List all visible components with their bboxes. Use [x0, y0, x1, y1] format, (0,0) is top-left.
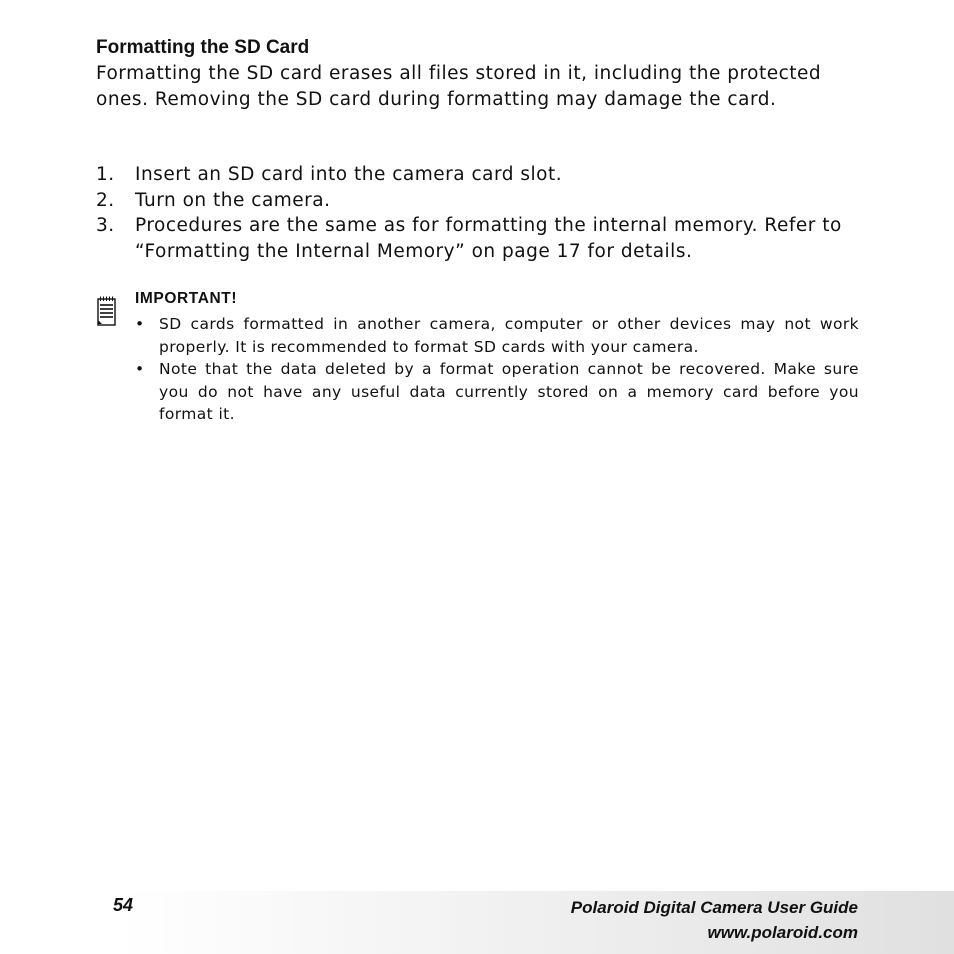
step-text: Turn on the camera. — [135, 189, 331, 211]
step-item — [96, 162, 876, 188]
page-number: 54 — [113, 895, 134, 915]
bullet-dot: • — [135, 315, 145, 333]
footer-url: www.polaroid.com — [707, 923, 858, 942]
section-intro: Formatting the SD card erases all files stored in it, including the protected ones. Removing the SD card during formatting may damage the card. — [96, 63, 822, 110]
step-item — [96, 213, 876, 264]
bullet-item — [135, 358, 859, 426]
step-item — [96, 188, 876, 214]
steps-list — [96, 162, 876, 264]
notepad-icon — [97, 296, 117, 326]
step-text: Procedures are the same as for formatting the internal memory. Refer to “Formatting the Internal Memory” on page 17 for details. — [135, 215, 842, 262]
step-number: 1. — [96, 164, 115, 185]
important-bullets — [135, 313, 859, 426]
important-title: IMPORTANT! — [135, 290, 238, 307]
bullet-text: SD cards formatted in another camera, computer or other devices may not work properly. It is recommended to format SD cards with your camera. — [159, 315, 859, 356]
bullet-dot: • — [135, 360, 145, 378]
bullet-item — [135, 313, 859, 358]
step-text: Insert an SD card into the camera card slot. — [135, 164, 563, 185]
section-heading: Formatting the SD Card — [96, 37, 310, 58]
step-number: 2. — [96, 189, 115, 211]
step-number: 3. — [96, 215, 115, 236]
bullet-text: Note that the data deleted by a format operation cannot be recovered. Make sure you do not have any useful data currently stored on a memory card before you format it. — [159, 360, 859, 423]
footer-guide-title: Polaroid Digital Camera User Guide — [570, 898, 858, 917]
